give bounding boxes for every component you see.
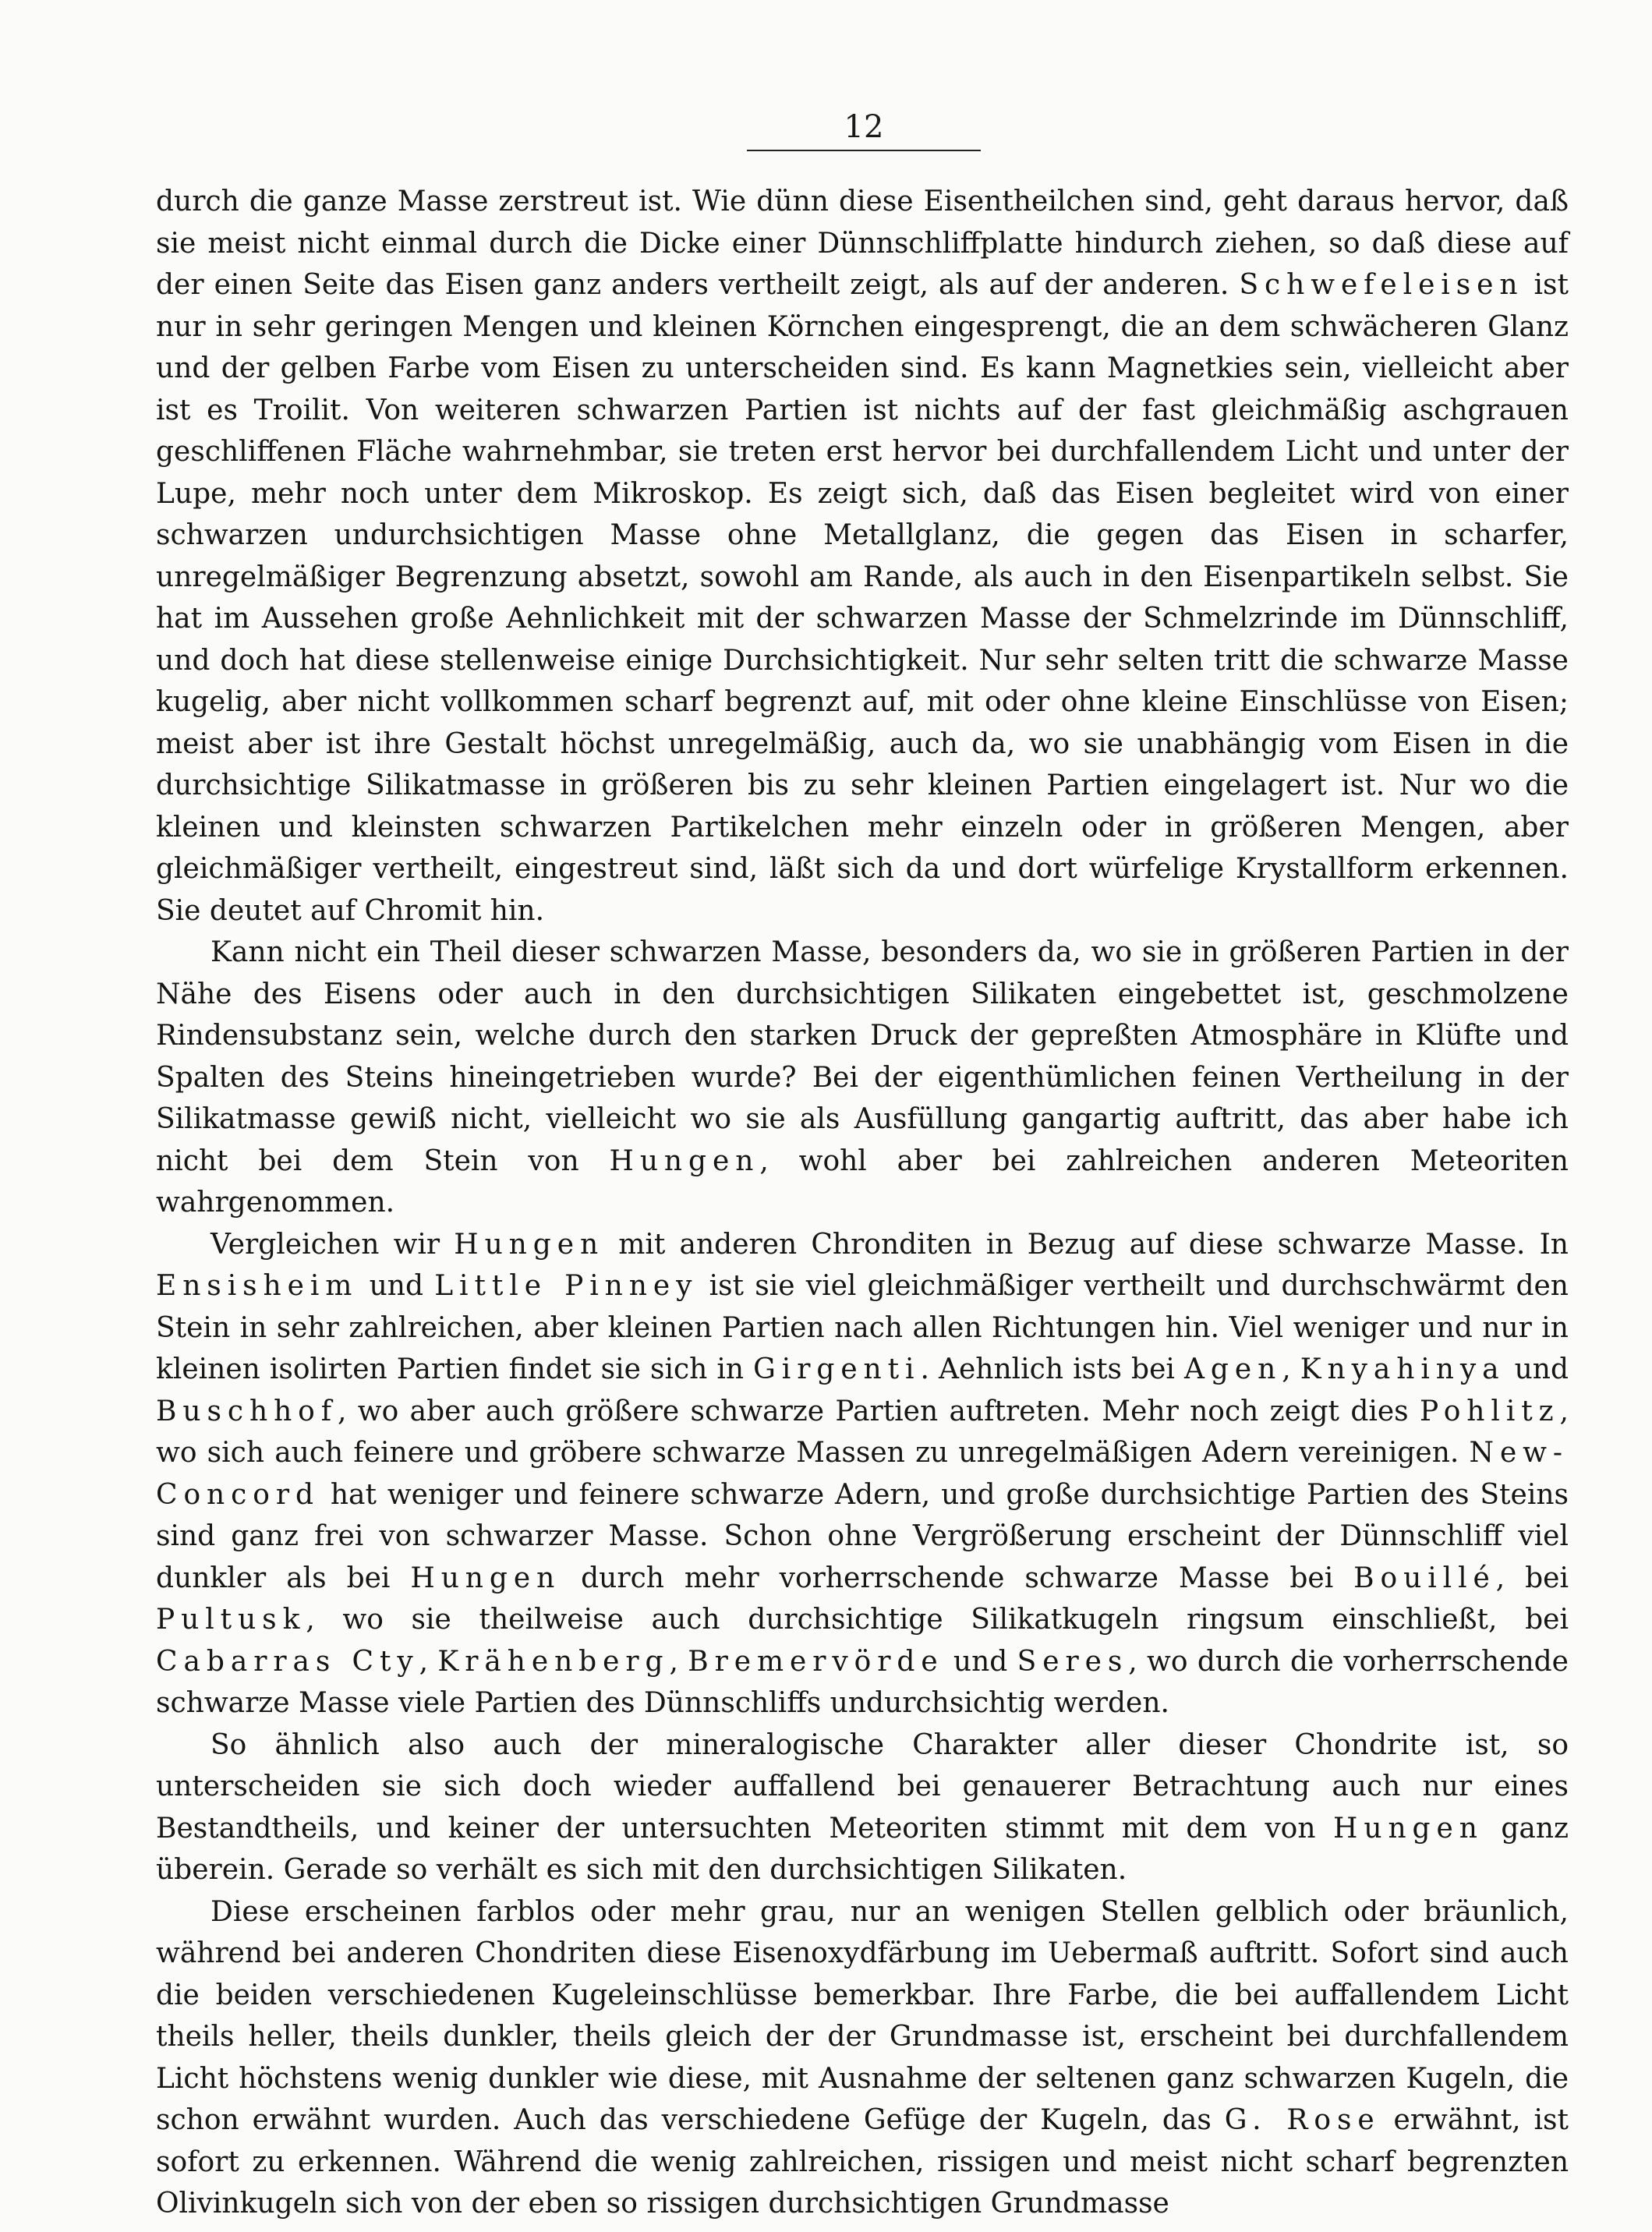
paragraph-3 — [156, 1224, 1569, 1724]
text-run: und — [943, 1645, 1017, 1678]
paragraph-1 — [156, 181, 1569, 932]
text-run: ganz überein. Gerade so verhält es sich mit den durchsichtigen Silikaten. — [156, 1812, 1569, 1886]
text-run: , bei — [1495, 1562, 1569, 1594]
spaced-term: G. Rose — [1224, 2104, 1381, 2136]
text-run: mit anderen Chronditen in Bezug auf diese schwarze Masse. In — [604, 1228, 1569, 1261]
text-run: , — [419, 1645, 438, 1678]
spaced-term: Pultusk — [156, 1604, 306, 1636]
text-run: hat weniger und feinere schwarze Adern, und große durchsichtige Partien des Steins sind ganz frei von schwarzer Masse. Schon ohne Vergrößerung erscheint der Dünnschliff viel dunkler als bei — [156, 1478, 1569, 1594]
text-run: , wo aber auch größere schwarze Partien auftreten. Mehr noch zeigt dies — [338, 1395, 1420, 1427]
spaced-term: Schwefeleisen — [1239, 269, 1524, 301]
text-run: ist nur in sehr geringen Mengen und kleinen Körnchen eingesprengt, die an dem schwächeren Glanz und der gelben Farbe vom Eisen zu unterscheiden sind. Es kann Magnetkies sein, vielleicht aber ist es Troilit. Von weiteren schwarzen Partien ist nichts auf der fast gleichmäßig aschgrauen geschliffenen Fläche wahrnehmbar, sie treten erst hervor bei durchfallendem Licht und unter der Lupe, mehr noch unter dem Mikroskop. Es zeigt sich, daß das Eisen begleitet wird von einer schwarzen undurchsichtigen Masse ohne Metallglanz, die gegen das Eisen in scharfer, unregelmäßiger Begrenzung absetzt, sowohl am Rande, als auch in den Eisenpartikeln selbst. Sie hat im Aussehen große Aehnlichkeit mit der schwarzen Masse der Schmelzrinde im Dünnschliff, und doch hat diese stellenweise einige Durchsichtigkeit. Nur sehr selten tritt die schwarze Masse kugelig, aber nicht vollkommen scharf begrenzt auf, mit oder ohne kleine Einschlüsse von Eisen; meist aber ist ihre Gestalt höchst unregelmäßig, auch da, wo sie unabhängig vom Eisen in die durchsichtige Silikatmasse in größeren bis zu sehr kleinen Partien eingelagert ist. Nur wo die kleinen und kleinsten schwarzen Partikelchen mehr einzeln oder in größeren Mengen, aber gleichmäßiger vertheilt, eingestreut sind, läßt sich da und dort würfelige Krystallform erkennen. Sie deutet auf Chromit hin. — [156, 269, 1569, 927]
text-run: und — [358, 1270, 435, 1302]
spaced-term: Seres — [1017, 1645, 1129, 1678]
spaced-term: New-Concord — [156, 1437, 1569, 1511]
spaced-term: Ensisheim — [156, 1270, 359, 1302]
text-run: , — [1282, 1353, 1300, 1385]
spaced-term: Hungen — [454, 1228, 605, 1261]
body-text — [156, 181, 1569, 2225]
text-run: , — [669, 1645, 688, 1678]
text-run: . Aehnlich ists bei — [920, 1353, 1184, 1385]
text-run: Kann nicht ein Theil dieser schwarzen Masse, besonders da, wo sie in größeren Partien in der Nähe des Eisens oder auch in den durchsichtigen Silikaten eingebettet ist, geschmolzene Rindensubstanz sein, welche durch den starken Druck der gepreßten Atmosphäre in Klüfte und Spalten des Steins hineingetrieben wurde? Bei der eigenthümlichen feinen Vertheilung in der Silikatmasse gewiß nicht, vielleicht wo sie als Ausfüllung gangartig auftritt, das aber habe ich nicht bei dem Stein von — [156, 936, 1569, 1177]
header-rule — [747, 150, 981, 151]
spaced-term: Bremervörde — [688, 1645, 944, 1678]
text-run: , wo sich auch feinere und gröbere schwarze Massen zu unregelmäßigen Adern vereinigen. — [156, 1395, 1569, 1469]
spaced-term: Bouillé — [1353, 1562, 1496, 1594]
spaced-term: Buschhof — [156, 1395, 338, 1427]
spaced-term: Hungen — [609, 1144, 760, 1177]
text-run: , wo durch die vorherrschende schwarze Masse viele Partien des Dünnschliffs undurchsichtig werden. — [156, 1645, 1569, 1719]
text-run: So ähnlich also auch der mineralogische Charakter aller dieser Chondrite ist, so unterscheiden sie sich doch wieder auffallend bei genauerer Betrachtung auch nur eines Bestandtheils, und keiner der untersuchten Meteoriten stimmt mit dem von — [156, 1728, 1569, 1845]
spaced-term: Krähenberg — [437, 1645, 670, 1678]
text-run: Diese erscheinen farblos oder mehr grau, nur an wenigen Stellen gelblich oder bräunlich, während bei anderen Chondriten diese Eisenoxydfärbung im Uebermaß auftritt. Sofort sind auch die beiden verschiedenen Kugeleinschlüsse bemerkbar. Ihre Farbe, die bei auffallendem Licht theils heller, theils dunkler, theils gleich der der Grundmasse ist, erscheint bei durchfallendem Licht höchstens wenig dunkler wie diese, mit Ausnahme der seltenen ganz schwarzen Kugeln, die schon erwähnt wurden. Auch das verschiedene Gefüge der Kugeln, das — [156, 1895, 1569, 2136]
text-run: ist sie viel gleichmäßiger vertheilt und durchschwärmt den Stein in sehr zahlreichen, aber kleinen Partien nach allen Richtungen hin. Viel weniger und nur in kleinen isolirten Partien findet sie sich in — [156, 1270, 1569, 1385]
text-run: , wo sie theilweise auch durchsichtige Silikatkugeln ringsum einschließt, bei — [306, 1604, 1569, 1636]
spaced-term: Hungen — [410, 1562, 561, 1594]
paragraph-4 — [156, 1724, 1569, 1891]
spaced-term: Pohlitz — [1420, 1395, 1560, 1427]
spaced-term: Little Pinney — [434, 1270, 699, 1302]
text-run: erwähnt, ist sofort zu erkennen. Während die wenig zahlreichen, rissigen und meist nicht scharf begrenzten Olivinkugeln sich von der eben so rissigen durchsichtigen Grundmasse — [156, 2104, 1569, 2220]
page-number: 12 — [844, 109, 884, 145]
text-run: und — [1505, 1353, 1569, 1385]
text-run: , wohl aber bei zahlreichen anderen Meteoriten wahrgenommen. — [156, 1144, 1569, 1219]
text-run: durch die ganze Masse zerstreut ist. Wie dünn diese Eisentheilchen sind, geht daraus hervor, daß sie meist nicht einmal durch die Dicke einer Dünnschliffplatte hindurch ziehen, so daß diese auf der einen Seite das Eisen ganz anders vertheilt zeigt, als auf der anderen. — [156, 186, 1569, 301]
spaced-term: Hungen — [1333, 1812, 1484, 1845]
paragraph-2 — [156, 932, 1569, 1224]
text-run: durch mehr vorherrschende schwarze Masse bei — [561, 1562, 1354, 1594]
spaced-term: Agen — [1183, 1353, 1282, 1385]
spaced-term: Cabarras Cty — [156, 1645, 419, 1678]
spaced-term: Knyahinya — [1300, 1353, 1505, 1385]
paragraph-5 — [156, 1891, 1569, 2225]
text-run: Vergleichen wir — [210, 1228, 455, 1261]
spaced-term: Girgenti — [753, 1353, 921, 1385]
